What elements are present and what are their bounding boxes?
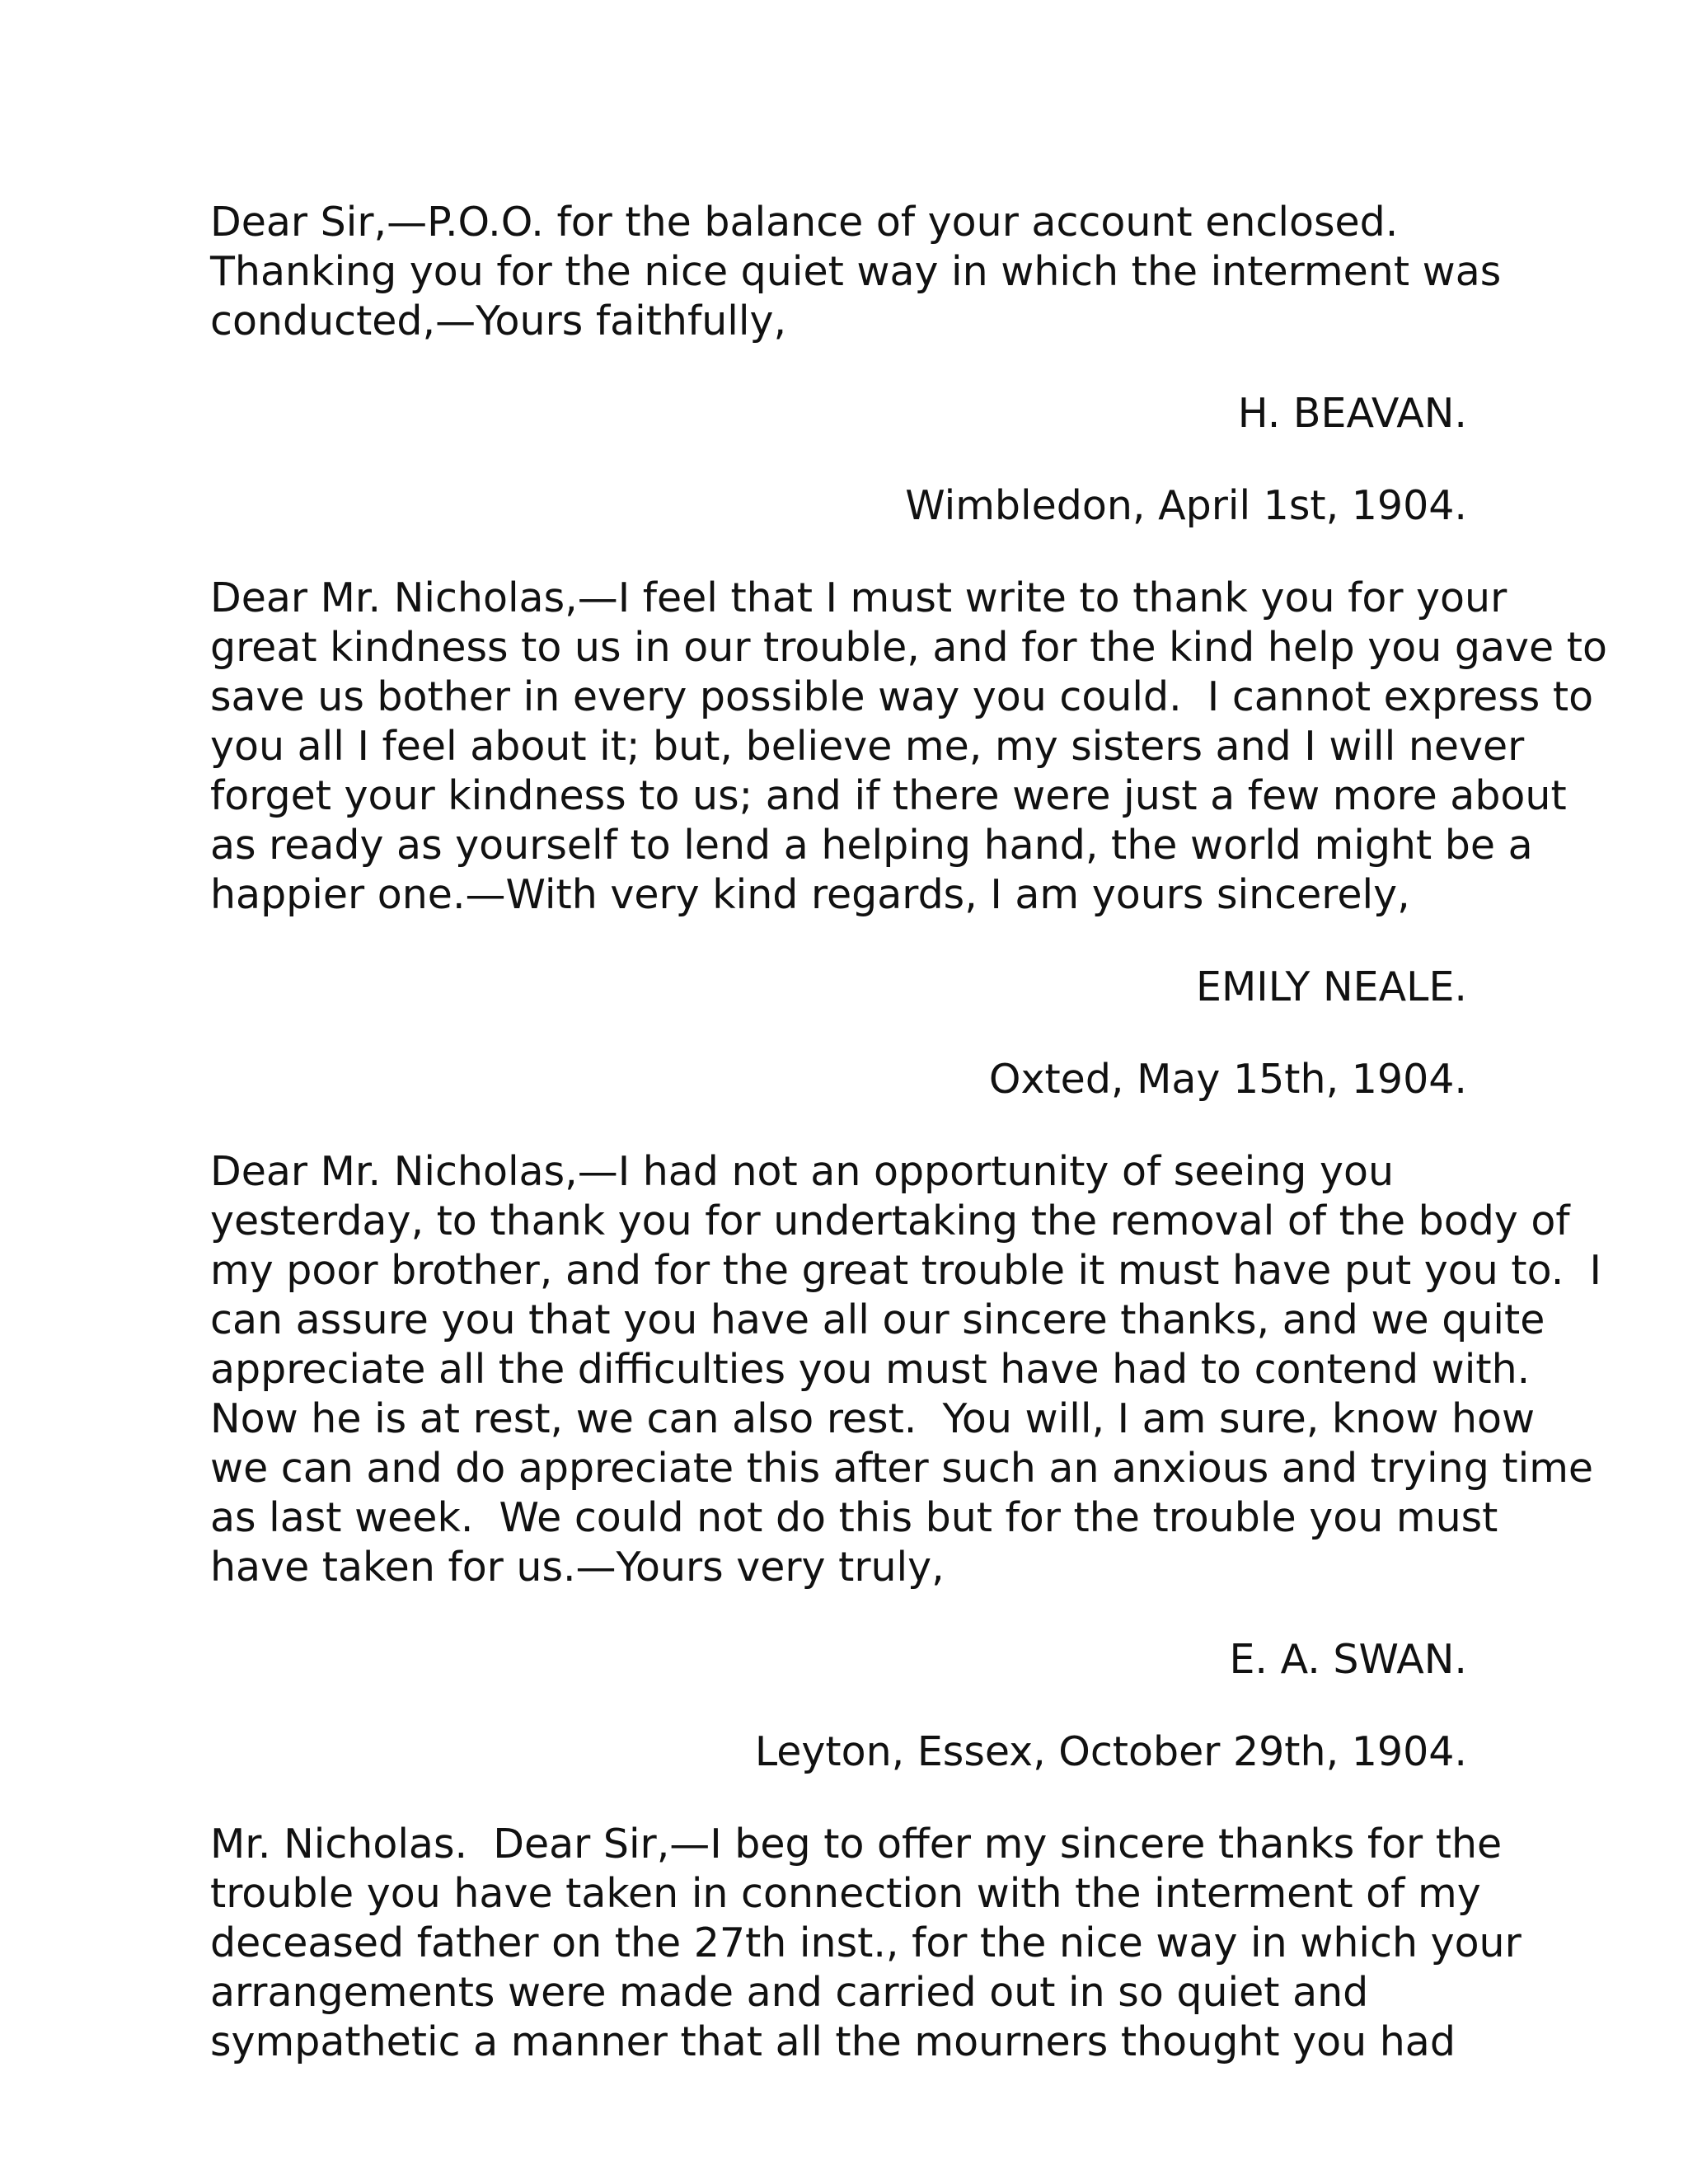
letter-neale-body — [210, 574, 1607, 920]
text-line: Thanking you for the nice quiet way in which the interment was — [210, 248, 1502, 295]
signature-beavan: H. BEAVAN. — [1237, 390, 1467, 437]
text-line: Mr. Nicholas. Dear Sir,—I beg to offer my sincere thanks for the — [210, 1821, 1503, 1868]
place-date-leyton: Leyton, Essex, October 29th, 1904. — [754, 1728, 1467, 1775]
text-line: can assure you that you have all our sincere thanks, and we quite — [210, 1296, 1545, 1343]
text-line: have taken for us.—Yours very truly, — [210, 1544, 945, 1591]
text-line: appreciate all the difficulties you must have had to contend with. — [210, 1346, 1531, 1393]
text-line: trouble you have taken in connection with the interment of my — [210, 1870, 1481, 1917]
text-line: we can and do appreciate this after such an anxious and trying time — [210, 1445, 1594, 1492]
text-line: Dear Mr. Nicholas,—I feel that I must write to thank you for your — [210, 574, 1507, 621]
text-line: happier one.—With very kind regards, I am yours sincerely, — [210, 871, 1410, 918]
signature-swan: E. A. SWAN. — [1229, 1636, 1467, 1683]
text-line: as ready as yourself to lend a helping hand, the world might be a — [210, 822, 1533, 869]
letter-beavan-body — [210, 198, 1502, 346]
text-line: my poor brother, and for the great trouble it must have put you to. I — [210, 1247, 1601, 1294]
letter-swan-body — [210, 1147, 1601, 1592]
text-line: as last week. We could not do this but for the trouble you must — [210, 1494, 1498, 1541]
place-date-wimbledon: Wimbledon, April 1st, 1904. — [905, 482, 1467, 529]
text-line: deceased father on the 27th inst., for the nice way in which your — [210, 1919, 1522, 1966]
text-line: you all I feel about it; but, believe me, my sisters and I will never — [210, 723, 1525, 770]
text-line: Dear Sir,—P.O.O. for the balance of your account enclosed. — [210, 199, 1399, 246]
text-line: save us bother in every possible way you could. I cannot express to — [210, 673, 1594, 720]
document-page — [210, 198, 1607, 2067]
text-line: conducted,—Yours faithfully, — [210, 298, 787, 344]
text-line: Now he is at rest, we can also rest. You will, I am sure, know how — [210, 1395, 1536, 1442]
text-line: Dear Mr. Nicholas,—I had not an opportunity of seeing you — [210, 1148, 1395, 1195]
text-line: yesterday, to thank you for undertaking the removal of the body of — [210, 1197, 1570, 1244]
text-line: great kindness to us in our trouble, and for the kind help you gave to — [210, 624, 1607, 671]
place-date-oxted: Oxted, May 15th, 1904. — [988, 1056, 1467, 1103]
signature-neale: EMILY NEALE. — [1196, 963, 1467, 1010]
text-line: sympathetic a manner that all the mourners thought you had — [210, 2018, 1456, 2065]
letter-leyton-body — [210, 1820, 1522, 2067]
text-line: arrangements were made and carried out in so quiet and — [210, 1969, 1369, 2016]
text-line: forget your kindness to us; and if there were just a few more about — [210, 772, 1567, 819]
